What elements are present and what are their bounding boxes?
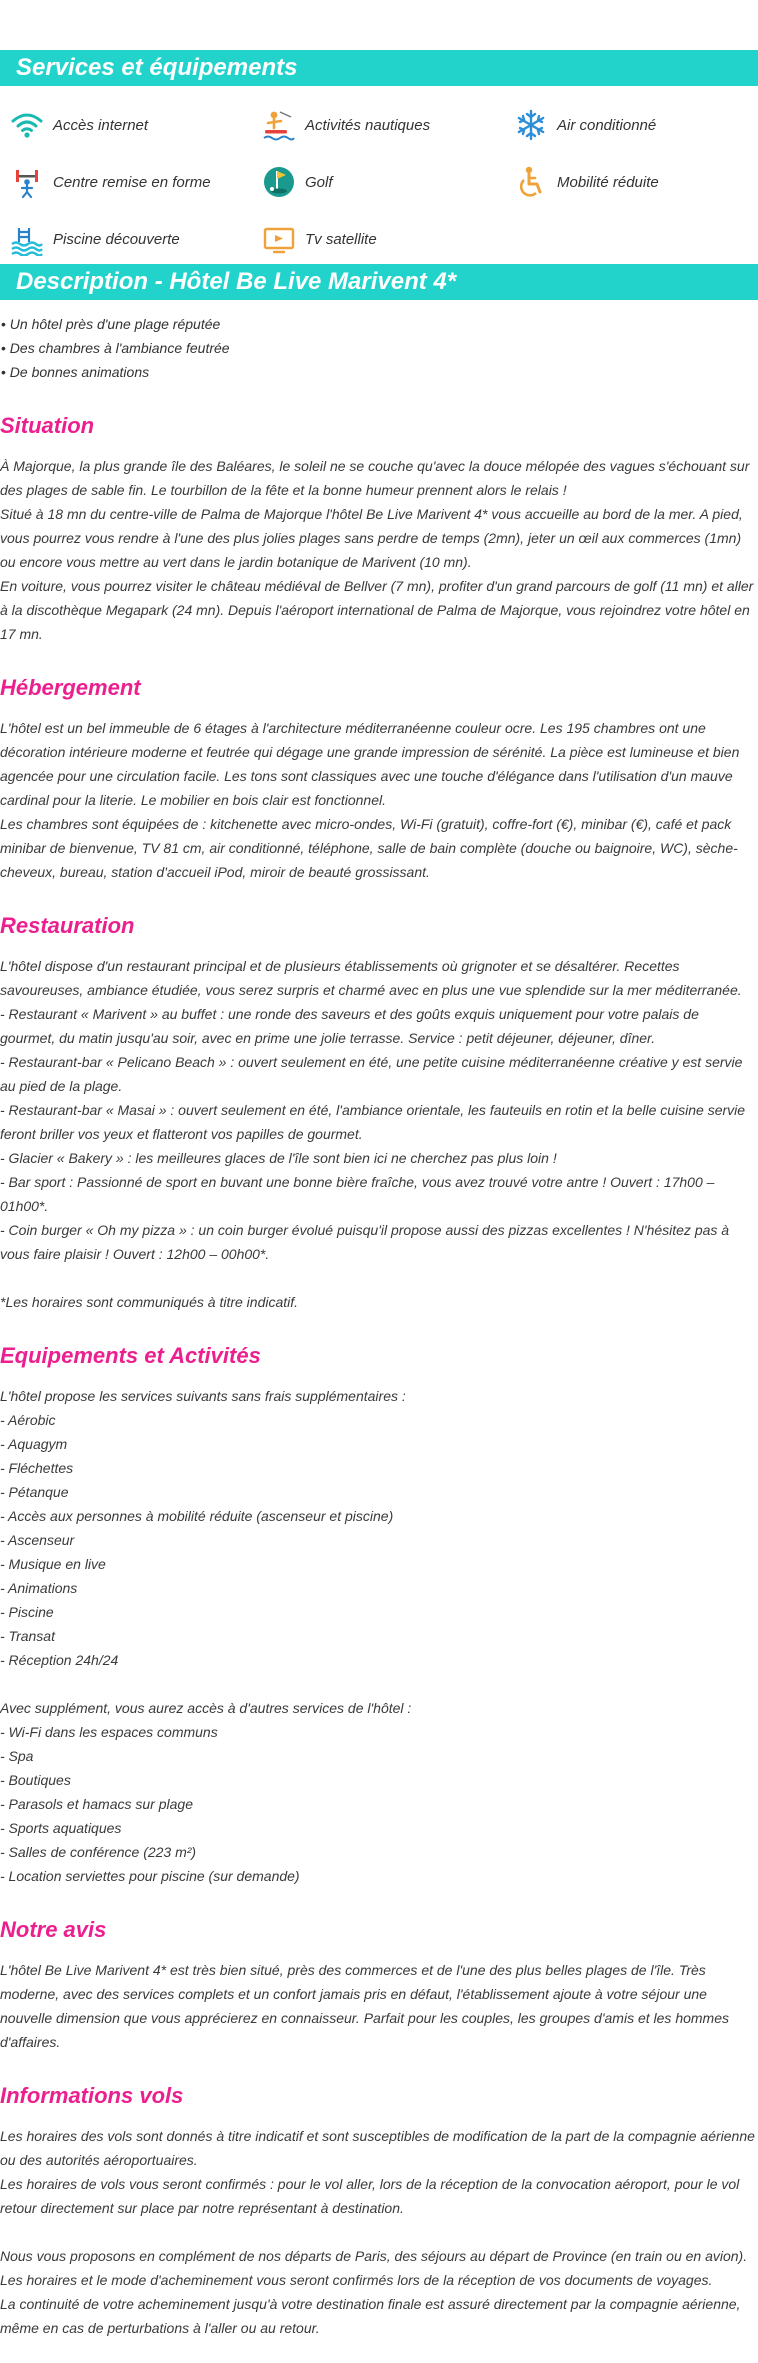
- wheelchair-icon: [514, 165, 548, 199]
- restauration-section: [0, 912, 758, 1314]
- service-item: [262, 165, 514, 199]
- text-line: - Aquagym: [0, 1436, 68, 1452]
- text-line: L'hôtel propose les services suivants sans frais supplémentaires :: [0, 1388, 406, 1404]
- hebergement-section: [0, 674, 758, 884]
- service-item: [514, 108, 758, 142]
- bullet-item: • Des chambres à l'ambiance feutrée: [1, 336, 758, 360]
- text-line: Avec supplément, vous aurez accès à d'autres services de l'hôtel :: [0, 1700, 412, 1716]
- text-line: - Réception 24h/24: [0, 1652, 119, 1668]
- text-line: - Pétanque: [0, 1484, 69, 1500]
- text-line: L'hôtel Be Live Marivent 4* est très bien situé, près des commerces et de l'une des plus belles plages de l'île. Très moderne, avec des services complets et un confort jamais pris en défaut, l'établissement ajoute à votre séjour une nouvelle dimension que vous apprécierez en connaisseur. Parfait pour les couples, les groupes d'amis et les hommes d'affaires.: [0, 1962, 729, 2050]
- situation-section: [0, 412, 758, 646]
- service-label: Tv satellite: [305, 230, 377, 248]
- description-bullets: [0, 312, 758, 384]
- text-line: - Restaurant-bar « Masai » : ouvert seulement en été, l'ambiance orientale, les fauteuils en rotin et la belle cuisine servie feront briller vos yeux et flatteront vos papilles de gourmet.: [0, 1102, 746, 1142]
- text-line: - Boutiques: [0, 1772, 71, 1788]
- blank-line: [0, 1266, 756, 1290]
- service-item: [262, 108, 514, 142]
- text-line: - Location serviettes pour piscine (sur demande): [0, 1868, 300, 1884]
- text-line: *Les horaires sont communiqués à titre indicatif.: [0, 1294, 299, 1310]
- vols-text: [0, 2124, 758, 2340]
- text-line: Les horaires et le mode d'acheminement vous seront confirmés lors de la réception de vos documents de voyages.: [0, 2272, 713, 2288]
- text-line: - Wi-Fi dans les espaces communs: [0, 1724, 218, 1740]
- pool-icon: [10, 222, 44, 256]
- tv-icon: [262, 222, 296, 256]
- text-line: - Musique en live: [0, 1556, 106, 1572]
- service-item: [514, 165, 758, 199]
- text-line: Les chambres sont équipées de : kitchenette avec micro-ondes, Wi-Fi (gratuit), coffre-fort (€), minibar (€), café et pack minibar de bienvenue, TV 81 cm, air conditionné, téléphone, salle de bain complète (douche ou baignoire, WC), sèche-cheveux, bureau, station d'accueil iPod, miroir de beauté grossissant.: [0, 816, 738, 880]
- hebergement-heading: Hébergement: [0, 675, 141, 700]
- avis-heading: Notre avis: [0, 1917, 107, 1942]
- text-line: - Ascenseur: [0, 1532, 75, 1548]
- bullet-item: • De bonnes animations: [1, 360, 758, 384]
- text-line: La continuité de votre acheminement jusqu'à votre destination finale est assuré directement par la compagnie aérienne, même en cas de perturbations à l'aller ou au retour.: [0, 2296, 741, 2336]
- service-label: Activités nautiques: [305, 116, 431, 134]
- text-line: - Aérobic: [0, 1412, 56, 1428]
- water-sports-icon: [262, 108, 296, 142]
- text-line: - Sports aquatiques: [0, 1820, 122, 1836]
- blank-line: [0, 2220, 756, 2244]
- service-item: [262, 222, 514, 256]
- blank-line: [0, 1672, 756, 1696]
- service-label: Mobilité réduite: [557, 173, 659, 191]
- service-item: [10, 222, 262, 256]
- text-line: - Animations: [0, 1580, 78, 1596]
- services-title: Services et équipements: [0, 50, 758, 86]
- service-label: Golf: [305, 173, 333, 191]
- text-line: - Parasols et hamacs sur plage: [0, 1796, 193, 1812]
- text-line: À Majorque, la plus grande île des Baléares, le soleil ne se couche qu'avec la douce mélopée des vagues s'échouant sur des plages de sable fin. Le tourbillon de la fête et la bonne humeur prennent alors le relais !: [0, 458, 750, 498]
- avis-section: [0, 1916, 758, 2054]
- text-line: - Salles de conférence (223 m²): [0, 1844, 197, 1860]
- text-line: Les horaires de vols vous seront confirmés : pour le vol aller, lors de la réception de la convocation aéroport, pour le vol retour directement sur place par notre représentant à destination.: [0, 2176, 740, 2216]
- golf-icon: [262, 165, 296, 199]
- text-line: L'hôtel dispose d'un restaurant principal et de plusieurs établissements où grignoter et se désaltérer. Recettes savoureuses, ambiance étudiée, vous serez surpris et charmé avec en plus une vue splendide sur la mer méditerranée.: [0, 958, 742, 998]
- fitness-icon: [10, 165, 44, 199]
- text-line: - Restaurant-bar « Pelicano Beach » : ouvert seulement en été, une petite cuisine méditerranéenne créative y est servie au pied de la plage.: [0, 1054, 743, 1094]
- equipements-section: [0, 1342, 758, 1888]
- equipements-heading: Equipements et Activités: [0, 1343, 261, 1368]
- text-line: - Coin burger « Oh my pizza » : un coin burger évolué puisqu'il propose aussi des pizzas excellentes ! N'hésitez pas à vous faire plaisir ! Ouvert : 12h00 – 00h00*.: [0, 1222, 730, 1262]
- service-label: Air conditionné: [557, 116, 657, 134]
- text-line: Nous vous proposons en complément de nos départs de Paris, des séjours au départ de Province (en train ou en avion).: [0, 2248, 748, 2264]
- situation-heading: Situation: [0, 413, 95, 438]
- avis-text: [0, 1958, 758, 2054]
- text-line: - Transat: [0, 1628, 55, 1644]
- services-grid: [0, 86, 758, 264]
- service-label: Accès internet: [53, 116, 149, 134]
- text-line: - Accès aux personnes à mobilité réduite (ascenseur et piscine): [0, 1508, 394, 1524]
- service-item: [10, 165, 262, 199]
- text-line: En voiture, vous pourrez visiter le château médiéval de Bellver (7 mn), profiter d'un grand parcours de golf (11 mn) et aller à la discothèque Megapark (24 mn). Depuis l'aéroport international de Palma de Majorque, vous rejoindrez votre hôtel en 17 mn.: [0, 578, 754, 642]
- equipements-text: [0, 1384, 758, 1888]
- text-line: - Fléchettes: [0, 1460, 74, 1476]
- service-item: [10, 108, 262, 142]
- description-title: Description - Hôtel Be Live Marivent 4*: [0, 264, 758, 300]
- text-line: - Glacier « Bakery » : les meilleures glaces de l'île sont bien ici ne cherchez pas plus loin !: [0, 1150, 557, 1166]
- description-section: [0, 264, 758, 384]
- service-label: Centre remise en forme: [53, 173, 211, 191]
- hebergement-text: [0, 716, 758, 884]
- vols-section: [0, 2082, 758, 2340]
- text-line: L'hôtel est un bel immeuble de 6 étages à l'architecture méditerranéenne couleur ocre. Les 195 chambres ont une décoration intérieure moderne et feutrée qui dégage une grande impression de sérénité. La pièce est lumineuse et bien agencée pour une circulation facile. Les tons sont classiques avec une touche d'élégance dans l'utilisation d'un mauve cardinal pour la literie. Le mobilier en bois clair est fonctionnel.: [0, 720, 740, 808]
- text-line: - Restaurant « Marivent » au buffet : une ronde des saveurs et des goûts exquis uniquement pour votre palais de gourmet, du matin jusqu'au soir, avec en prime une jolie terrasse. Service : petit déjeuner, déjeuner, dîner.: [0, 1006, 699, 1046]
- text-line: Les horaires des vols sont donnés à titre indicatif et sont susceptibles de modification de la part de la compagnie aérienne ou des autorités aéroportuaires.: [0, 2128, 755, 2168]
- bullet-item: • Un hôtel près d'une plage réputée: [1, 312, 758, 336]
- situation-text: [0, 454, 758, 646]
- wifi-icon: [10, 108, 44, 142]
- text-line: - Bar sport : Passionné de sport en buvant une bonne bière fraîche, vous avez trouvé votre antre ! Ouvert : 17h00 – 01h00*.: [0, 1174, 715, 1214]
- restauration-text: [0, 954, 758, 1314]
- text-line: - Spa: [0, 1748, 34, 1764]
- snowflake-icon: [514, 108, 548, 142]
- text-line: - Piscine: [0, 1604, 54, 1620]
- vols-heading: Informations vols: [0, 2083, 184, 2108]
- text-line: Situé à 18 mn du centre-ville de Palma de Majorque l'hôtel Be Live Marivent 4* vous accueille au bord de la mer. A pied, vous pourrez vous rendre à l'une des plus jolies plages sans perdre de temps (2mn), jeter un œil aux commerces (1mn) ou encore vous mettre au vert dans le jardin botanique de Marivent (10 mn).: [0, 506, 743, 570]
- service-label: Piscine découverte: [53, 230, 180, 248]
- restauration-heading: Restauration: [0, 913, 135, 938]
